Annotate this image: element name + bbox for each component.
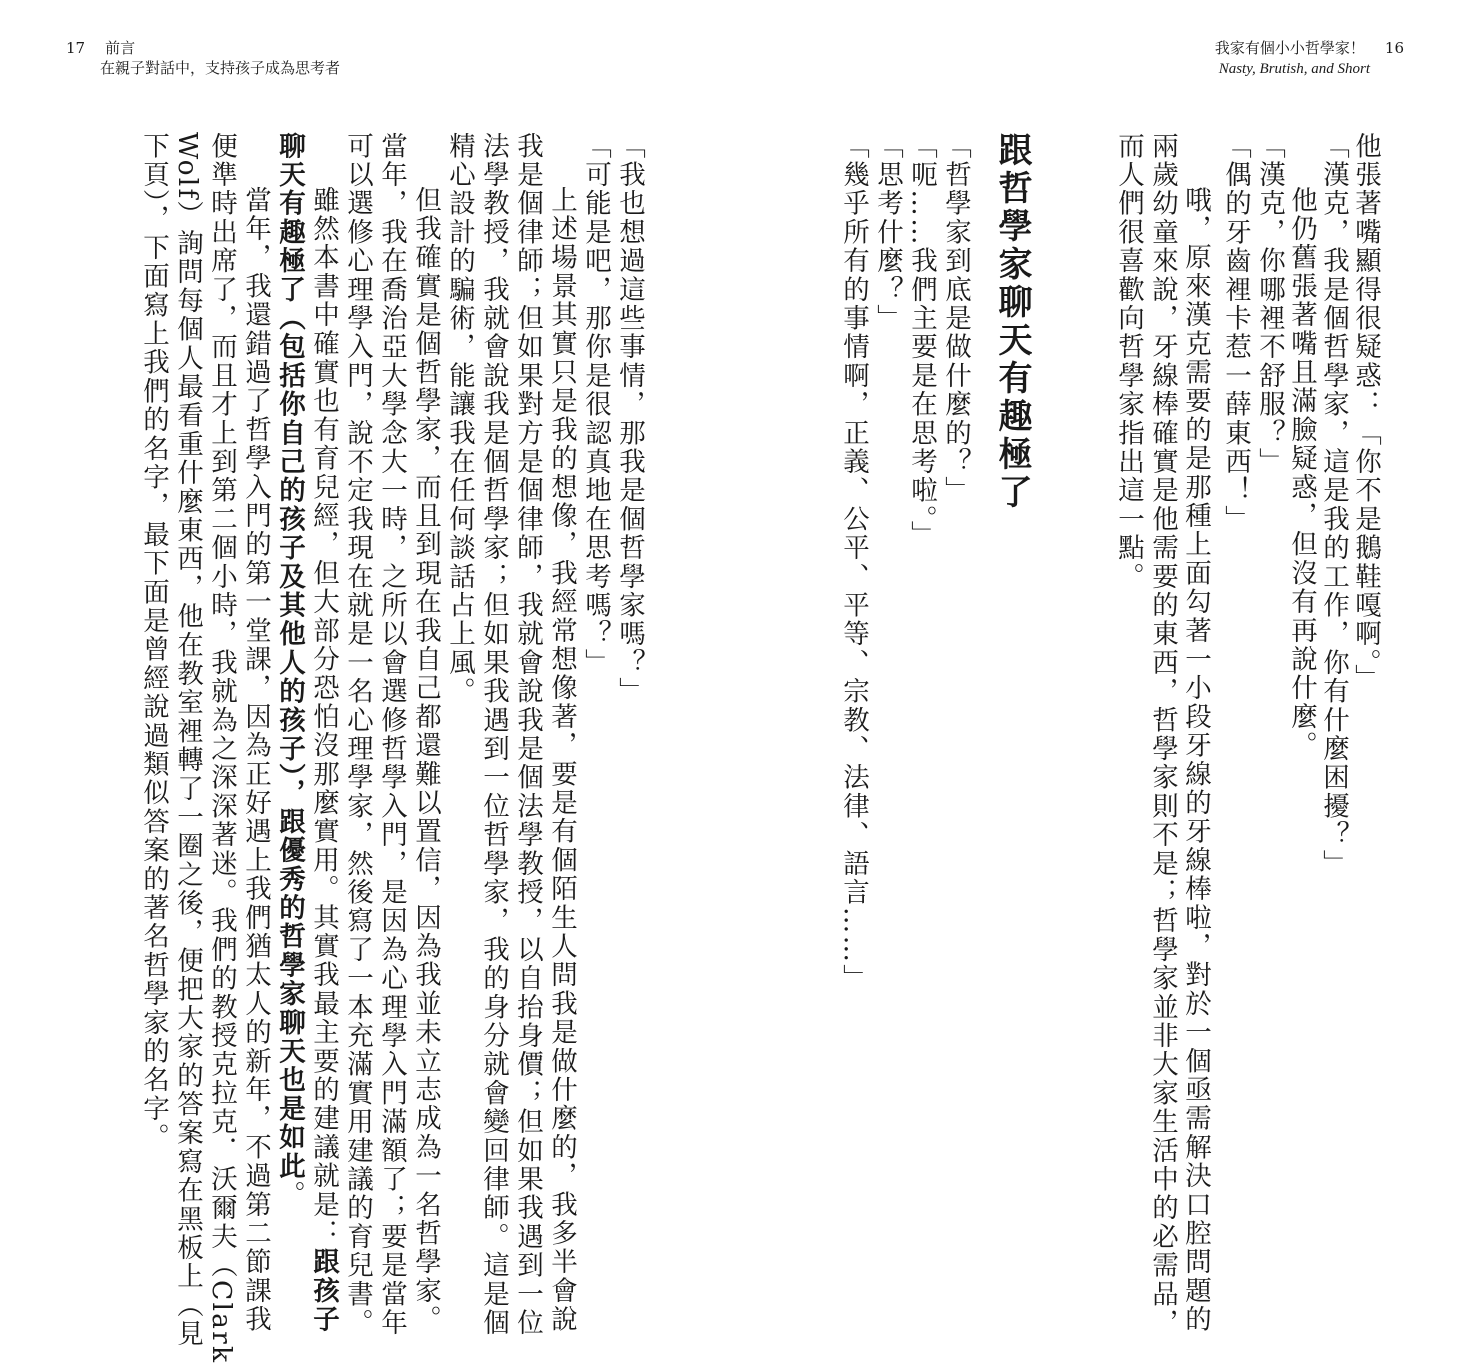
text-column: [306, 132, 340, 1335]
right-running-head: [1215, 38, 1404, 79]
text-column: 我是個律師；但如果對方是個律師，我就會說我是個法學教授，以自抬身價；但如果我遇到一位: [512, 132, 543, 1338]
right-english-subtitle: Nasty, Brutish, and Short: [1218, 61, 1370, 77]
left-head-line-2: [66, 58, 340, 78]
text-column: 哦，原來漢克需要的是那種上面勾著一小段牙線的牙線棒啦，對於一個亟需解決口腔問題的: [1180, 186, 1211, 1334]
text-column: 「幾乎所有的事情啊，正義、公平、平等、宗教、法律、語言……」: [838, 132, 869, 993]
left-page-number: 17: [66, 39, 86, 57]
text-column: 下頁），下面寫上我們的名字，最下面是曾經說過類似答案的著名哲學家的名字。: [138, 132, 169, 1152]
bold-run: 跟孩子: [308, 1247, 339, 1335]
text-column: 他張著嘴顯得很疑惑：「你不是鵝鞋嘎啊。」: [1350, 132, 1381, 693]
text-column: 便準時出席了，而且才上到第二個小時，我就為之深深著迷。我們的教授克拉克．沃爾夫（Clark: [206, 132, 237, 1364]
text-run: 。: [274, 1180, 305, 1210]
text-column: [272, 132, 306, 1210]
text-column: 上述場景其實只是我的想像，我經常想像著，要是有個陌生人問我是做什麼的，我多半會說: [546, 186, 577, 1334]
text-column: Wolf）詢問每個人最看重什麼東西，他在教室裡轉了一圈之後，便把大家的答案寫在黑板上（見: [172, 132, 203, 1349]
right-head-line-1: [1215, 38, 1404, 58]
left-section-title: 前言: [105, 39, 136, 57]
text-column: 「漢克，我是個哲學家，這是我的工作，你有什麼困擾？」: [1318, 132, 1349, 879]
text-column: 「思考什麼？」: [872, 132, 903, 333]
text-column: 「偶的牙齒裡卡惹一薛東西！」: [1220, 132, 1251, 534]
text-column: 「可能是吧，那你是很認真地在思考嗎？」: [580, 132, 611, 678]
text-column: 當年，我在喬治亞大學念大一時，之所以會選修哲學入門，是因為心理學入門滿額了；要是當年: [376, 132, 407, 1338]
text-column: 「漢克，你哪裡不舒服？」: [1254, 132, 1285, 477]
text-column: 可以選修心理學入門，說不定我現在就是一名心理學家，然後寫了一本充滿實用建議的育兒書。: [342, 132, 373, 1338]
text-column: 法學教授，我就會說我是個哲學家；但如果我遇到一位哲學家，我的身分就會變回律師。這是個: [478, 132, 509, 1338]
right-head-line-2: [1215, 58, 1404, 79]
text-column: 而人們很喜歡向哲學家指出這一點。: [1113, 132, 1144, 592]
bold-run: 聊天有趣極了（包括你自己的孩子及其他人的孩子），跟優秀的哲學家聊天也是如此: [274, 132, 305, 1181]
left-running-head: [66, 38, 340, 78]
text-column: 兩歲幼童來說，牙線棒確實是他需要的東西，哲學家則不是；哲學家並非大家生活中的必需品，: [1147, 132, 1178, 1338]
text-column: 「哲學家到底是做什麼的？」: [940, 132, 971, 506]
section-heading: 跟哲學家聊天有趣極了: [992, 132, 1032, 512]
left-chapter-subtitle: 在親子對話中，支持孩子成為思考者: [100, 59, 341, 77]
text-column: 但我確實是個哲學家，而且到現在我自己都還難以置信，因為我並未立志成為一名哲學家。: [410, 186, 441, 1334]
left-head-line-1: [66, 38, 340, 58]
text-column: 他仍舊張著嘴且滿臉疑惑，但沒有再說什麼。: [1286, 186, 1317, 760]
book-spread: [0, 132, 1476, 1364]
text-column: 當年，我還錯過了哲學入門的第一堂課，因為正好遇上我們猶太人的新年，不過第二節課我: [240, 186, 271, 1334]
right-book-title: 我家有個小小哲學家！: [1214, 39, 1365, 57]
text-column: 「我也想過這些事情，那我是個哲學家嗎？」: [614, 132, 645, 706]
text-run: 雖然本書中確實也有育兒經，但大部分恐怕沒那麼實用。其實我最主要的建議就是：: [308, 186, 339, 1248]
right-page-number: 16: [1384, 39, 1404, 57]
text-column: 「呃……我們主要是在思考啦。」: [906, 132, 937, 550]
text-column: 精心設計的騙術，能讓我在任何談話占上風。: [444, 132, 475, 706]
